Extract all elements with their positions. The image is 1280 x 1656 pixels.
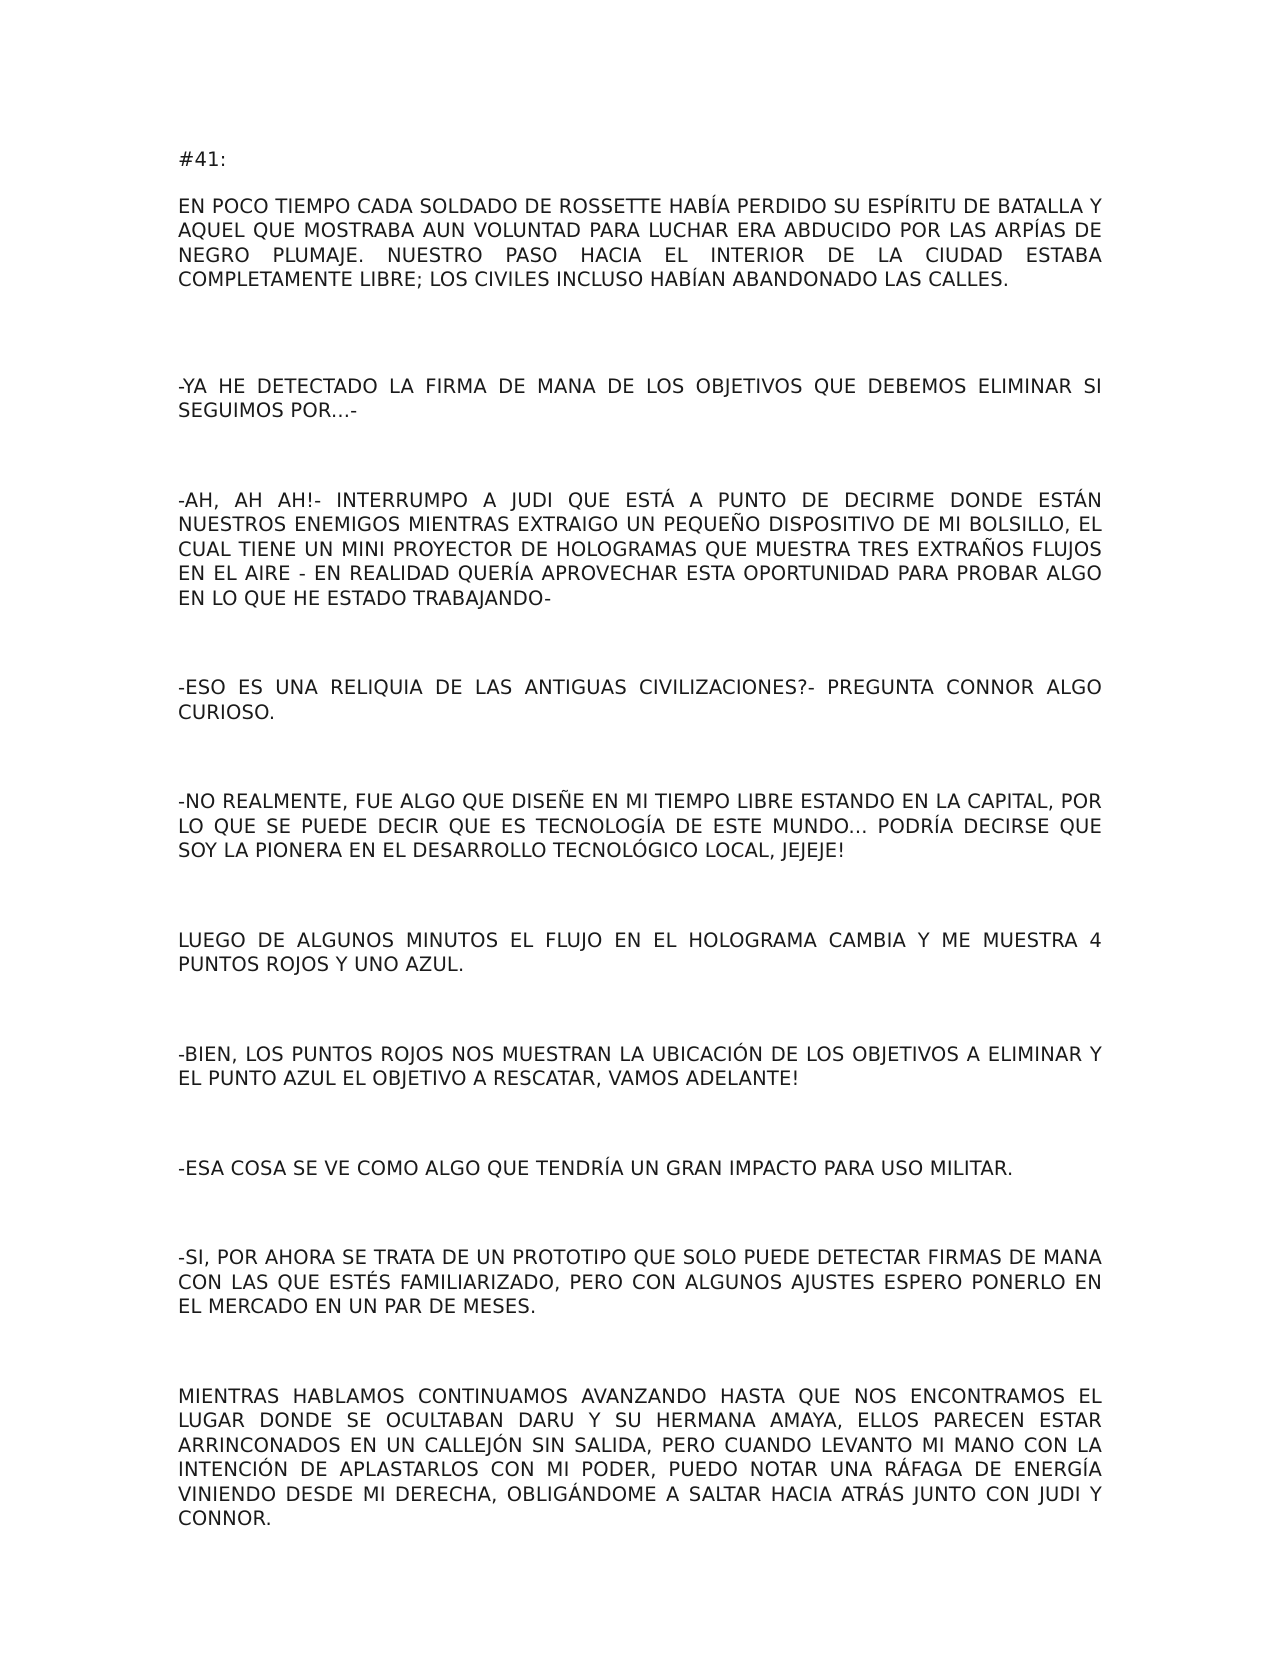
paragraph-9: -SI, POR AHORA SE TRATA DE UN PROTOTIPO QUE SOLO PUEDE DETECTAR FIRMAS DE MANA CON LAS QUE ESTÉS FAMILIARIZADO, PERO CON ALGUNOS AJUSTES ESPERO PONERLO EN EL MERCADO EN UN PAR DE MESES. [178, 1246, 1102, 1318]
paragraph-10: MIENTRAS HABLAMOS CONTINUAMOS AVANZANDO HASTA QUE NOS ENCONTRAMOS EL LUGAR DONDE SE OCULTABAN DARU Y SU HERMANA AMAYA, ELLOS PARECEN ESTAR ARRINCONADOS EN UN CALLEJÓN SIN SALIDA, PERO CUANDO LEVANTO MI MANO CON LA INTENCIÓN DE APLASTARLOS CON MI PODER, PUEDO NOTAR UNA RÁFAGA DE ENERGÍA VINIENDO DESDE MI DERECHA, OBLIGÁNDOME A SALTAR HACIA ATRÁS JUNTO CON JUDI Y CONNOR. [178, 1384, 1102, 1530]
paragraph-1: EN POCO TIEMPO CADA SOLDADO DE ROSSETTE HABÍA PERDIDO SU ESPÍRITU DE BATALLA Y AQUEL QUE MOSTRABA AUN VOLUNTAD PARA LUCHAR ERA ABDUCIDO POR LAS ARPÍAS DE NEGRO PLUMAJE. NUESTRO PASO HACIA EL INTERIOR DE LA CIUDAD ESTABA COMPLETAMENTE LIBRE; LOS CIVILES INCLUSO HABÍAN ABANDONADO LAS CALLES. [178, 194, 1102, 291]
paragraph-2: -YA HE DETECTADO LA FIRMA DE MANA DE LOS OBJETIVOS QUE DEBEMOS ELIMINAR SI SEGUIMOS POR...- [178, 374, 1102, 422]
paragraph-5: -NO REALMENTE, FUE ALGO QUE DISEÑE EN MI TIEMPO LIBRE ESTANDO EN LA CAPITAL, POR LO QUE SE PUEDE DECIR QUE ES TECNOLOGÍA DE ESTE MUNDO... PODRÍA DECIRSE QUE SOY LA PIONERA EN EL DESARROLLO TECNOLÓGICO LOCAL, JEJEJE! [178, 790, 1102, 862]
paragraph-4: -ESO ES UNA RELIQUIA DE LAS ANTIGUAS CIVILIZACIONES?- PREGUNTA CONNOR ALGO CURIOSO. [178, 676, 1102, 724]
document-page [178, 148, 1102, 1532]
paragraph-6: LUEGO DE ALGUNOS MINUTOS EL FLUJO EN EL HOLOGRAMA CAMBIA Y ME MUESTRA 4 PUNTOS ROJOS Y UNO AZUL. [178, 928, 1102, 976]
paragraph-3: -AH, AH AH!- INTERRUMPO A JUDI QUE ESTÁ A PUNTO DE DECIRME DONDE ESTÁN NUESTROS ENEMIGOS MIENTRAS EXTRAIGO UN PEQUEÑO DISPOSITIVO DE MI BOLSILLO, EL CUAL TIENE UN MINI PROYECTOR DE HOLOGRAMAS QUE MUESTRA TRES EXTRAÑOS FLUJOS EN EL AIRE - EN REALIDAD QUERÍA APROVECHAR ESTA OPORTUNIDAD PARA PROBAR ALGO EN LO QUE HE ESTADO TRABAJANDO- [178, 488, 1102, 610]
paragraph-8: -ESA COSA SE VE COMO ALGO QUE TENDRÍA UN GRAN IMPACTO PARA USO MILITAR. [178, 1156, 1014, 1180]
chapter-label: #41: [178, 148, 227, 171]
paragraph-7: -BIEN, LOS PUNTOS ROJOS NOS MUESTRAN LA UBICACIÓN DE LOS OBJETIVOS A ELIMINAR Y EL PUNTO AZUL EL OBJETIVO A RESCATAR, VAMOS ADELANTE! [178, 1042, 1102, 1090]
